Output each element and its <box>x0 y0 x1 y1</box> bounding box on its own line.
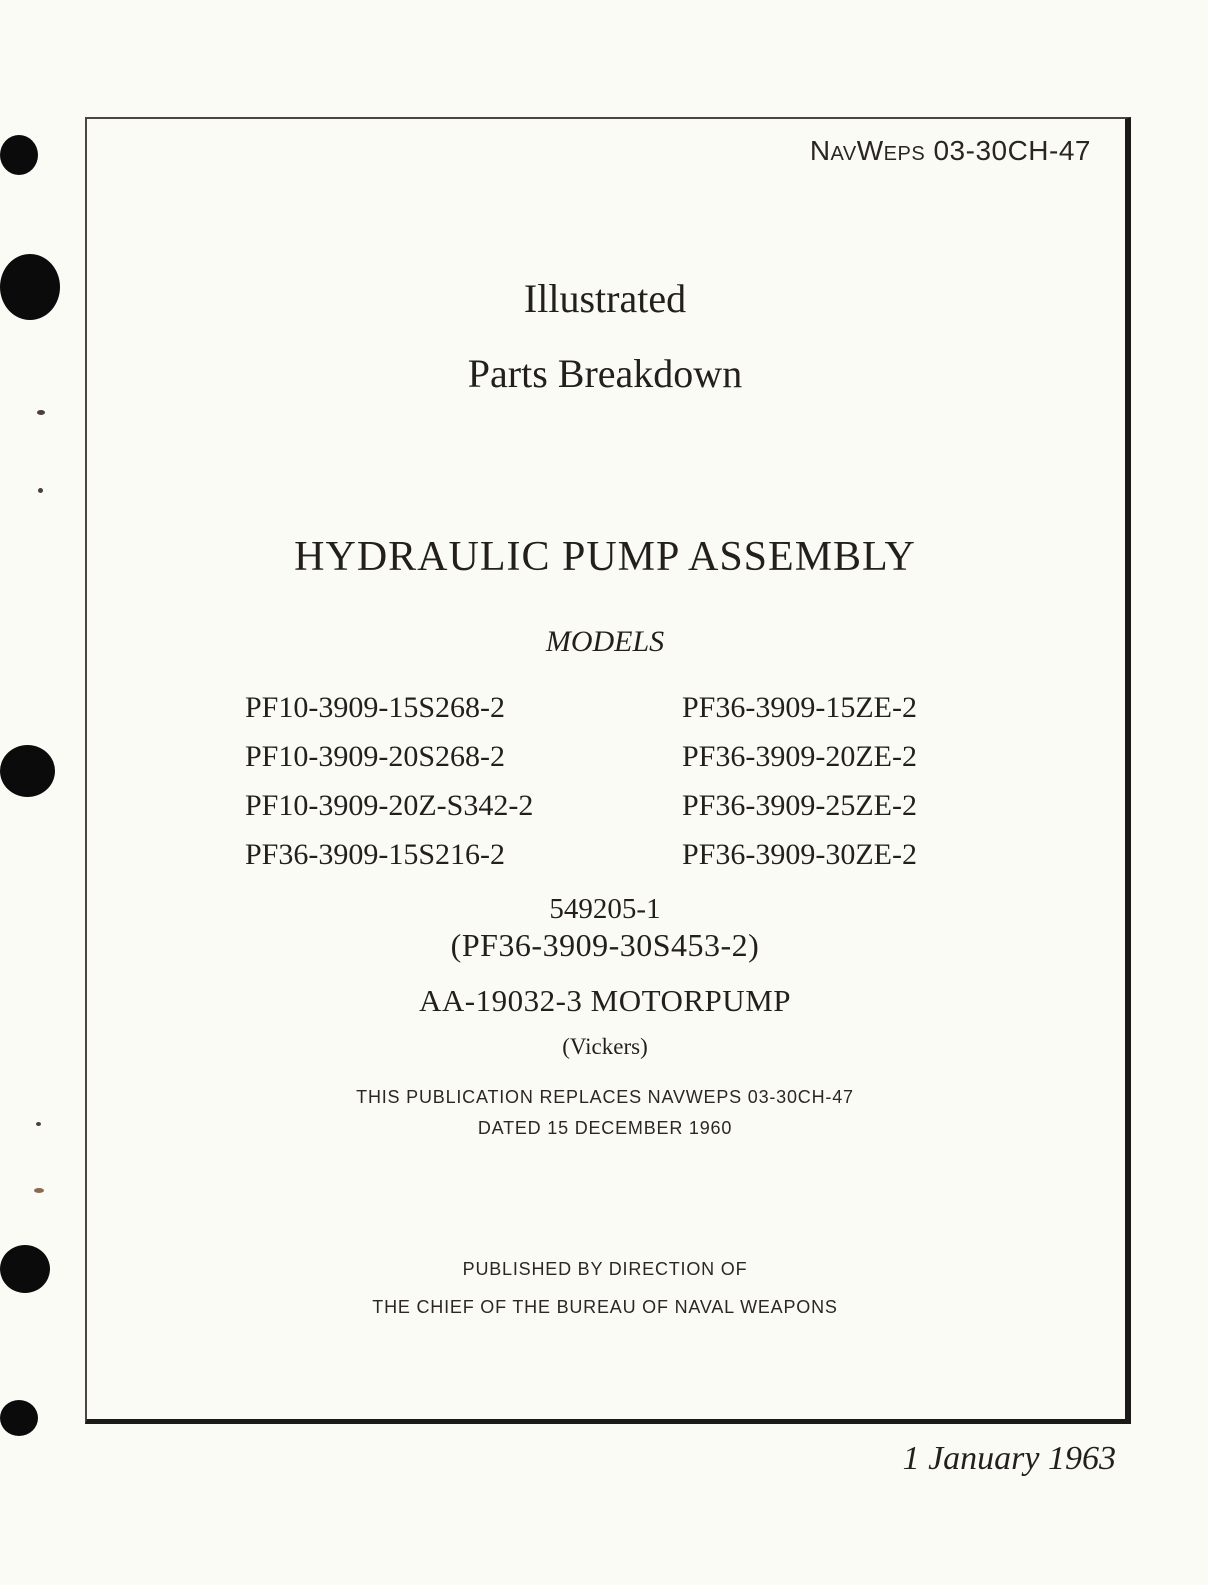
model-item: PF36-3909-15ZE-2 <box>682 691 917 724</box>
model-item: PF36-3909-30ZE-2 <box>682 838 917 871</box>
model-item: PF36-3909-20ZE-2 <box>682 740 917 773</box>
paper-speck <box>38 488 43 493</box>
punch-hole <box>0 1245 50 1293</box>
punch-hole <box>0 1400 38 1436</box>
model-item: PF10-3909-15S268-2 <box>245 691 506 724</box>
model-item: PF10-3909-20S268-2 <box>245 740 506 773</box>
punch-hole <box>0 135 38 175</box>
punch-hole <box>0 254 60 320</box>
model-item: PF36-3909-15S216-2 <box>245 838 506 871</box>
punch-hole <box>0 745 55 797</box>
supersession-line-1: THIS PUBLICATION REPLACES NAVWEPS 03-30CH-47 <box>356 1087 854 1107</box>
authority-line-1: PUBLISHED BY DIRECTION OF <box>462 1259 748 1279</box>
authority-line-2: THE CHIEF OF THE BUREAU OF NAVAL WEAPONS <box>372 1297 838 1317</box>
motorpump-title: AA-19032-3 MOTORPUMP <box>419 983 791 1018</box>
title-line-2: Parts Breakdown <box>467 351 743 396</box>
manufacturer: (Vickers) <box>562 1034 648 1059</box>
main-title: HYDRAULIC PUMP ASSEMBLY <box>294 534 916 580</box>
document-number: NavWeps 03-30CH-47 <box>809 135 1091 166</box>
models-list <box>245 690 982 873</box>
title-line-1: Illustrated <box>523 276 687 321</box>
paper-speck <box>37 410 45 415</box>
model-item: PF36-3909-25ZE-2 <box>682 789 917 822</box>
publication-date: 1 January 1963 <box>902 1440 1116 1477</box>
paper-speck <box>34 1188 44 1193</box>
additional-model: 549205-1 <box>549 893 661 925</box>
paper-speck <box>36 1122 41 1126</box>
additional-model-alt: (PF36-3909-30S453-2) <box>450 927 760 963</box>
models-label: MODELS <box>545 625 665 658</box>
supersession-line-2: DATED 15 DECEMBER 1960 <box>477 1118 733 1138</box>
model-item: PF10-3909-20Z-S342-2 <box>245 789 534 822</box>
